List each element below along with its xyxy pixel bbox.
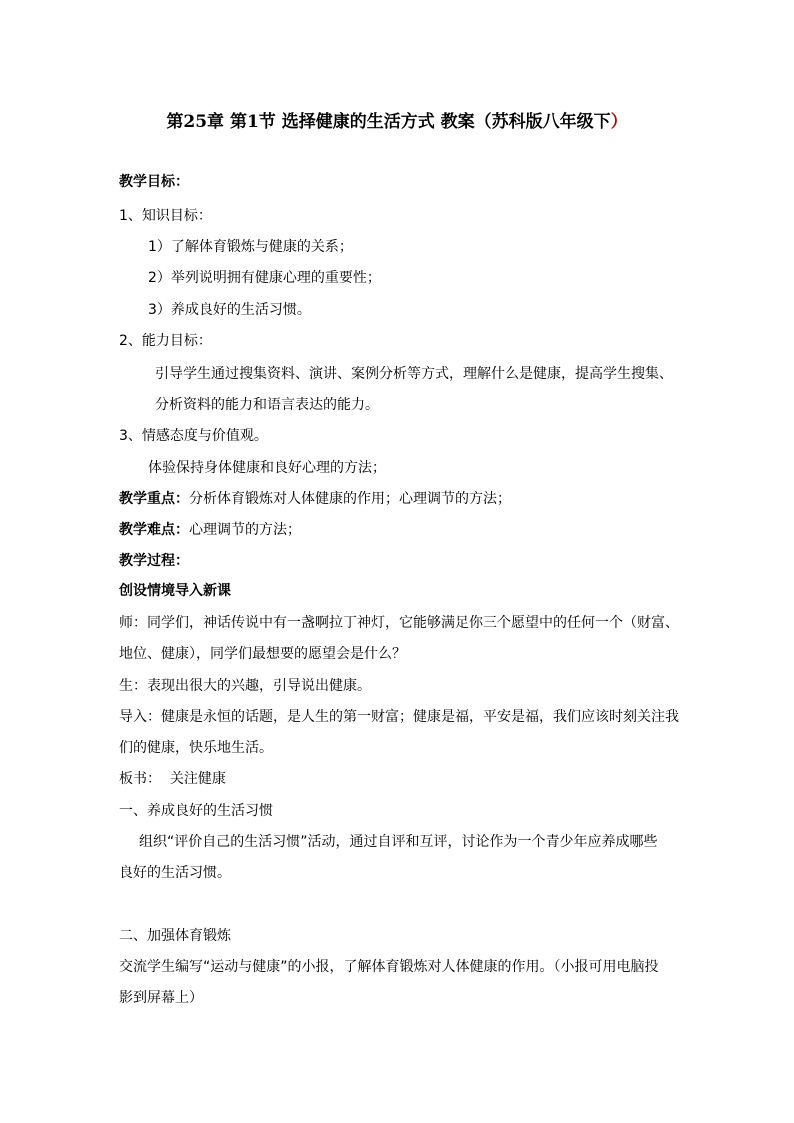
difficult-point-line bbox=[119, 520, 301, 540]
difficult-point-text: 心理调节的方法； bbox=[189, 522, 301, 538]
section-two-heading: 二、加强体育锻炼 bbox=[119, 928, 231, 944]
section-two-text-2: 影到屏幕上） bbox=[119, 990, 203, 1006]
process-heading: 教学过程： bbox=[119, 553, 189, 569]
lead-in-line-1: 导入：健康是永恒的话题，是人生的第一财富；健康是福，平安是福，我们应该时刻关注我 bbox=[119, 709, 679, 725]
ability-text-line-2: 分析资料的能力和语言表达的能力。 bbox=[155, 397, 379, 413]
teacher-line-1: 师：同学们，神话传说中有一盏啊拉丁神灯，它能够满足你三个愿望中的任何一个（财富、 bbox=[119, 615, 679, 631]
knowledge-item-2: 2）举列说明拥有健康心理的重要性； bbox=[148, 270, 381, 286]
key-point-line bbox=[119, 489, 511, 509]
emotion-heading: 3、情感态度与价值观。 bbox=[119, 428, 268, 444]
knowledge-item-1: 1）了解体育锻炼与健康的关系； bbox=[148, 239, 353, 255]
intro-heading: 创设情境导入新课 bbox=[119, 583, 231, 599]
title-closing-paren: ） bbox=[610, 112, 628, 132]
student-line: 生：表现出很大的兴趣，引导说出健康。 bbox=[119, 678, 371, 694]
knowledge-item-3: 3）养成良好的生活习惯。 bbox=[148, 302, 311, 318]
difficult-point-label: 教学难点： bbox=[119, 522, 189, 538]
lead-in-line-2: 们的健康，快乐地生活。 bbox=[119, 740, 273, 756]
title-text: 第25章 第1节 选择健康的生活方式 教案（苏科版八年级下 bbox=[166, 112, 611, 132]
ability-text-line-1: 引导学生通过搜集资料、演讲、案例分析等方式，理解什么是健康，提高学生搜集、 bbox=[155, 366, 673, 382]
document-title bbox=[0, 110, 794, 134]
key-point-label: 教学重点： bbox=[119, 491, 189, 507]
section-one-heading: 一、养成良好的生活习惯 bbox=[119, 803, 273, 819]
emotion-text: 体验保持身体健康和良好心理的方法； bbox=[148, 460, 386, 476]
teacher-line-2: 地位、健康），同学们最想要的愿望会是什么？ bbox=[119, 646, 406, 662]
key-point-text: 分析体育锻炼对人体健康的作用；心理调节的方法； bbox=[189, 491, 511, 507]
objectives-heading: 教学目标： bbox=[119, 174, 189, 190]
section-one-text-2: 良好的生活习惯。 bbox=[119, 865, 231, 881]
ability-heading: 2、能力目标： bbox=[119, 333, 212, 349]
knowledge-heading: 1、知识目标： bbox=[119, 208, 212, 224]
section-two-text-1: 交流学生编写“运动与健康”的小报，了解体育锻炼对人体健康的作用。（小报可用电脑投 bbox=[119, 959, 659, 975]
section-one-text-1: 组织“评价自己的生活习惯”活动，通过自评和互评，讨论作为一个青少年应养成哪些 bbox=[139, 834, 658, 850]
board-line: 板书： 关注健康 bbox=[119, 771, 226, 787]
